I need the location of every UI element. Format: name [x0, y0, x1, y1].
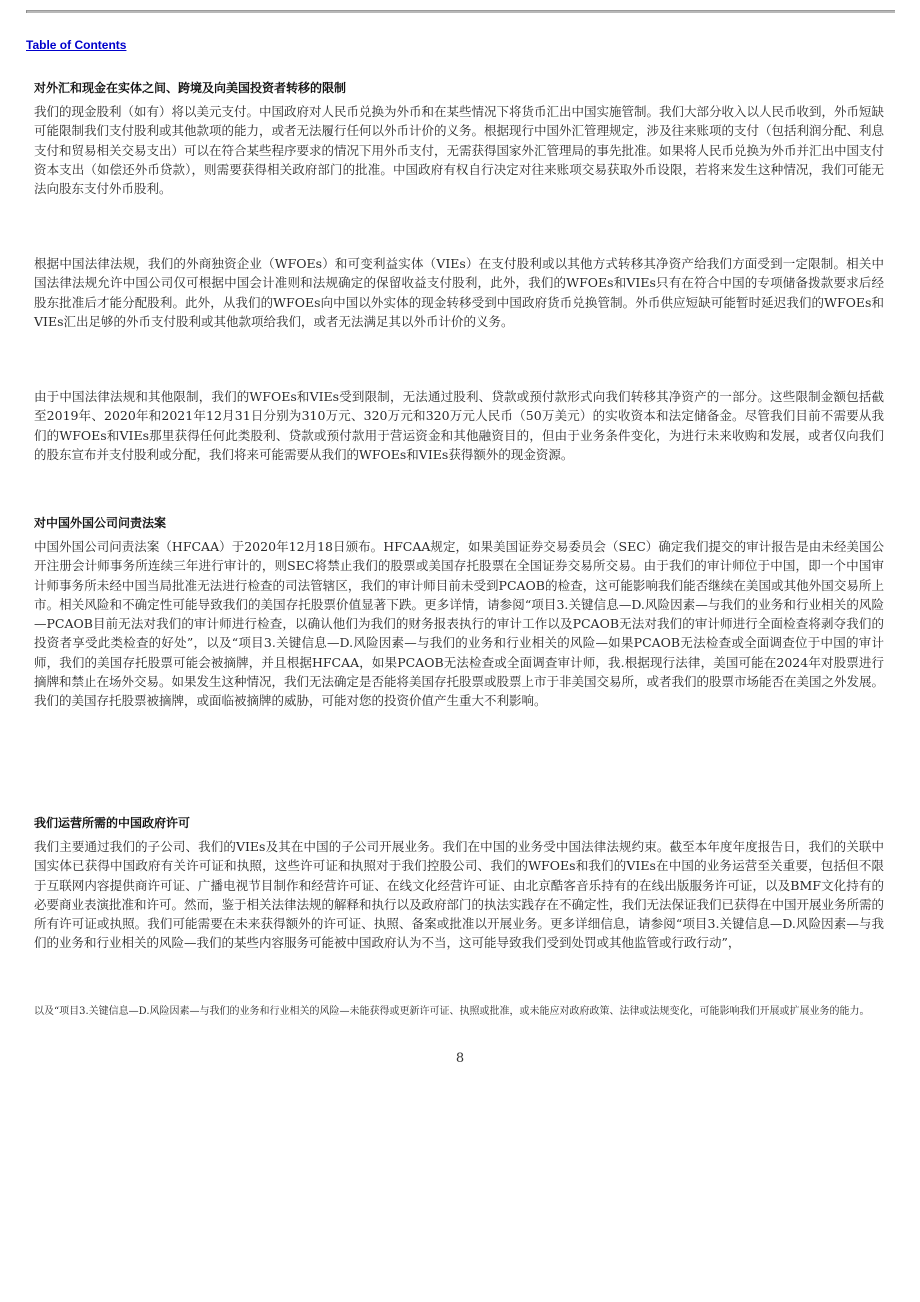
footnote-text: 以及“项目3.关键信息—D.风险因素—与我们的业务和行业相关的风险—未能获得或更新许可证、执照或批准，或未能应对政府政策、法律或法规变化，可能影响我们开展或扩展业务的能力。 — [34, 1006, 870, 1017]
paragraph-hfcaa: 中国外国公司问责法案（HFCAA）于2020年12月18日颁布。HFCAA规定，如果美国证券交易委员会（SEC）确定我们提交的审计报告是由未经美国公开注册会计师事务所连续三年进行审计的，则SEC将禁止我们的股票或美国存托股票在全国证券交易所交易。由于我们的审计师位于中国，即一个中国审计师事务所未经中国当局批准无法进行检查的司法管辖区，我们的审计师目前未受到PCAOB的检查，这可能影响我们能否继续在美国或其他外国交易所上市。相关风险和不确定性可能导致我们的美国存托股票价值显著下跌。更多详情，请参阅“项目3.关键信息—D.风险因素—与我们的业务和行业相关的风险—PCAOB目前无法对我们的审计师进行检查，以确认他们为我们的财务报表执行的审计工作以及PCAOB无法对我们的审计师进行全面检查将剥夺我们的投资者享受此类检查的好处”，以及“项目3.关键信息—D.风险因素—与我们的业务和行业相关的风险—如果PCAOB无法检查或全面调查位于中国的审计师，我们的美国存托股票可能会被摘牌，并且根据HFCAA，如果PCAOB无法检查或全面调查审计师，我.根据现行法律，美国可能在2024年对股票进行摘牌和禁止在场外交易。如果发生这种情况，我们无法确定是否能将美国存托股票或股票上市于非美国交易所，或者我们的股票市场能否在美国之外发展。我们的美国存托股票被摘牌，或面临被摘牌的威胁，可能对您的投资价值产生重大不利影响。 — [34, 539, 885, 709]
paragraph-government-permissions: 我们主要通过我们的子公司、我们的VIEs及其在中国的子公司开展业务。我们在中国的业务受中国法律法规约束。截至本年度年度报告日，我们的关联中国实体已获得中国政府有关许可证和执照，这些许可证和执照对于我们控股公司、我们的WFOEs和我们的VIEs在中国的业务运营至关重要，包括但不限于互联网内容提供商许可证、广播电视节目制作和经营许可证、在线文化经营许可证、由北京酷客音乐持有的在线出版服务许可证，以及BMF文化持有的必要商业表演批准和许可。然而，鉴于相关法律法规的解释和执行以及政府部门的执法实践存在不确定性，我们无法保证我们已获得在中国开展业务所需的所有许可证或执照。我们可能需要在未来获得额外的许可证、执照、备案或批准以开展业务。更多详细信息，请参阅“项目3.关键信息—D.风险因素—与我们的业务和行业相关的风险—我们的某些内容服务可能被中国政府认为不当，这可能导致我们受到处罚或其他监管或行政行动”， — [34, 839, 885, 951]
page-number: 8 — [455, 1051, 465, 1066]
section-heading-hfcaa: 对中国外国公司问责法案 — [34, 516, 167, 530]
paragraph-restricted-net-assets: 由于中国法律法规和其他限制，我们的WFOEs和VIEs受到限制，无法通过股利、贷款或预付款形式向我们转移其净资产的一部分。这些限制金额包括截至2019年、2020年和2021年12月31日分别为310万元、320万元和320万元人民币（50万美元）的实收资本和法定储备金。尽管我们目前不需要从我们的WFOEs和VIEs那里获得任何此类股利、贷款或预付款用于营运资金和其他融资目的，但由于业务条件变化，为进行未来收购和发展，或者仅向我们的股东宣布并支付股利或分配，我们将来可能需要从我们的WFOEs和VIEs获得额外的现金资源。 — [34, 389, 884, 462]
paragraph-wfoe-vie-restrictions: 根据中国法律法规，我们的外商独资企业（WFOEs）和可变利益实体（VIEs）在支付股利或以其他方式转移其净资产给我们方面受到一定限制。相关中国法律法规允许中国公司仅可根据中国会计准则和法规确定的保留收益支付股利，此外，我们的WFOEs和VIEs只有在符合中国的专项储备拨款要求后经股东批准后才能分配股利。此外，从我们的WFOEs向中国以外实体的现金转移受到中国政府货币兑换管制。外币供应短缺可能暂时延迟我们的WFOEs和VIEs汇出足够的外币支付股利或其他款项给我们，或者无法满足其以外币计价的义务。 — [34, 256, 884, 329]
table-of-contents-link[interactable]: Table of Contents — [26, 38, 127, 52]
section-heading-fx-restrictions: 对外汇和现金在实体之间、跨境及向美国投资者转移的限制 — [34, 81, 347, 95]
paragraph-fx-dividends: 我们的现金股利（如有）将以美元支付。中国政府对人民币兑换为外币和在某些情况下将货币汇出中国实施管制。我们大部分收入以人民币收到，外币短缺可能限制我们支付股利或其他款项的能力，或者无法履行任何以外币计价的义务。根据现行中国外汇管理规定，涉及往来账项的支付（包括利润分配、利息支付和贸易相关交易支出）可以在符合某些程序要求的情况下用外币支付，无需获得国家外汇管理局的事先批准。如果将人民币兑换为外币并汇出中国支付资本支出（如偿还外币贷款），则需要获得相关政府部门的批准。中国政府有权自行决定对往来账项交易获取外币设限，若将来发生这种情况，我们可能无法向股东支付外币股利。 — [34, 104, 885, 197]
top-divider — [26, 10, 895, 13]
section-heading-government-permissions: 我们运营所需的中国政府许可 — [34, 816, 191, 830]
